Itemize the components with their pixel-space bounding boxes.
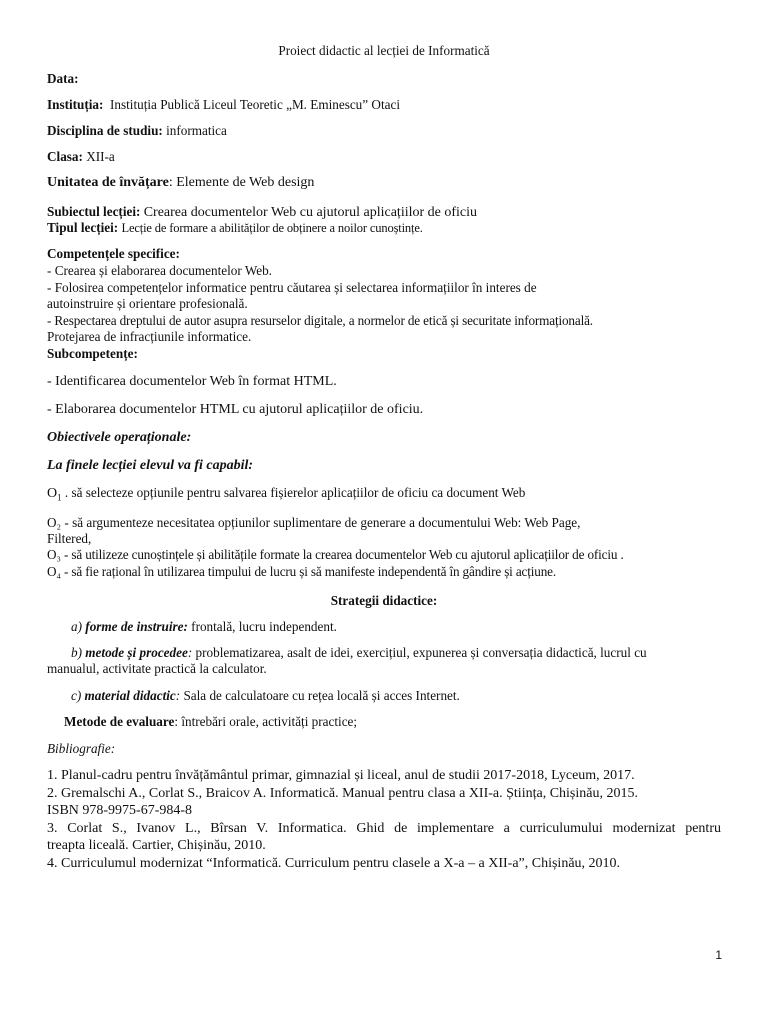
objective-o3: [47, 547, 624, 563]
tipul-field: [47, 220, 423, 236]
competente-line-2b: autoinstruire și orientare profesională.: [47, 296, 248, 311]
objective-o1: [47, 485, 525, 506]
competente-line-3b: Protejarea de infracțiunile informatice.: [47, 329, 252, 344]
tipul-label: Tipul lecției:: [47, 220, 119, 235]
o3-label: O₃: [47, 547, 61, 562]
strategy-c-text: Sala de calculatoare cu rețea locală și acces Internet.: [180, 688, 460, 703]
strategii-heading-text: Strategii didactice:: [330, 593, 438, 608]
o4-label: O₄: [47, 564, 61, 579]
tipul-value: Lecție de formare a abilităților de obținere a noilor cunoștințe.: [121, 221, 423, 235]
objective-o2-cont: Filtered,: [47, 531, 92, 546]
unitatea-field: [47, 175, 314, 191]
strategy-c-label: material didactic: [84, 688, 176, 703]
strategy-a: [71, 619, 337, 635]
bibliography-item-3b: treapta liceală. Cartier, Chișinău, 2010.: [47, 838, 266, 853]
unitatea-label: Unitatea de învățare: [47, 175, 169, 190]
subcompetente-heading-text: Subcompetențe:: [47, 346, 138, 361]
strategy-b-prefix: b): [71, 645, 86, 660]
o1-sub: 1: [57, 492, 62, 503]
disciplina-value: informatica: [166, 123, 227, 138]
bibliography-item-2b: ISBN 978-9975-67-984-8: [47, 803, 193, 818]
strategy-c-colon: :: [175, 688, 181, 703]
objective-o2: [47, 515, 580, 531]
obiective-heading: Obiectivele operaționale:: [47, 430, 192, 445]
obiective-intro: La finele lecției elevul va fi capabil:: [47, 458, 254, 473]
strategy-c-prefix: c): [71, 688, 85, 703]
bibliography-item-2a: 2. Gremalschi A., Corlat S., Braicov A. Informatică. Manual pentru clasa a XII-a. Știința, Chișinău, 2015.: [47, 786, 638, 801]
subcompetente-line-1: - Identificarea documentelor Web în format HTML.: [47, 374, 337, 389]
evaluare-text: : întrebări orale, activități practice;: [174, 714, 358, 729]
data-field: [47, 71, 79, 87]
strategy-b: [71, 645, 647, 661]
strategii-heading: [0, 593, 768, 609]
disciplina-label: Disciplina de studiu:: [47, 123, 163, 138]
objective-o4: [47, 564, 556, 580]
o4-text: - să fie rațional în utilizarea timpului de lucru și să manifeste independentă în gândire și acțiune.: [60, 564, 557, 579]
bibliography-item-1: 1. Planul-cadru pentru învățământul primar, gimnazial și liceal, anul de studii 2017-2018, Lyceum, 2017.: [47, 768, 635, 783]
clasa-label: Clasa:: [47, 149, 83, 164]
institutia-value: Instituția Publică Liceul Teoretic „M. Eminescu” Otaci: [110, 97, 400, 112]
page-number: 1: [715, 948, 722, 962]
strategy-c: [71, 688, 460, 704]
institutia-field: [47, 97, 400, 113]
strategy-b-text-a: problematizarea, asalt de idei, exercițiul, expunerea și conversația didactică, lucrul cu: [192, 645, 647, 660]
subcompetente-heading: [47, 346, 138, 362]
institutia-label: Instituția:: [47, 97, 104, 112]
unitatea-value: : Elemente de Web design: [168, 175, 315, 190]
competente-line-2a: - Folosirea competențelor informatice pentru căutarea și selectarea informațiilor în interes de: [47, 280, 537, 295]
strategy-b-label: metode și procedee: [85, 645, 188, 660]
strategy-a-label: forme de instruire:: [85, 619, 188, 634]
evaluare-label: Metode de evaluare: [64, 714, 175, 729]
bibliografie-heading: Bibliografie:: [47, 741, 116, 756]
competente-line-1: - Crearea și elaborarea documentelor Web.: [47, 263, 272, 278]
page-title: Proiect didactic al lecției de Informatică: [278, 43, 490, 58]
strategy-b-colon: :: [187, 645, 193, 660]
o2-label: O₂: [47, 515, 62, 530]
strategy-b-cont: manualul, activitate practică la calculator.: [47, 661, 267, 676]
bibliography-item-4: 4. Curriculumul modernizat “Informatică. Curriculum pentru clasele a X-a – a XII-a”, Chișinău, 2010.: [47, 856, 621, 871]
bibliography-item-3a: 3. Corlat S., Ivanov L., Bîrsan V. Informatica. Ghid de implementare a curriculumului modernizat pentru: [47, 821, 721, 836]
o2-text-a: - să argumenteze necesitatea opțiunilor suplimentare de generare a documentului Web: Web Page,: [61, 515, 581, 530]
o1-text: . să selecteze opțiunile pentru salvarea fișierelor aplicațiilor de oficiu ca document Web: [61, 485, 526, 500]
subcompetente-line-2: - Elaborarea documentelor HTML cu ajutorul aplicațiilor de oficiu.: [47, 402, 424, 417]
subiectul-value: Crearea documentelor Web cu ajutorul aplicațiilor de oficiu: [143, 205, 478, 220]
competente-line-3a: - Respectarea dreptului de autor asupra resurselor digitale, a normelor de etică și securitate informațională.: [47, 313, 593, 328]
competente-heading: [47, 246, 180, 262]
competente-heading-text: Competențele specifice:: [47, 246, 180, 261]
o1-label: O: [47, 486, 58, 501]
strategy-a-prefix: a): [71, 619, 86, 634]
clasa-field: [47, 149, 115, 165]
o3-text: - să utilizeze cunoștințele și abilitățile formate la crearea documentelor Web cu ajutorul aplicațiilor de oficiu .: [60, 547, 624, 562]
data-label: Data:: [47, 71, 79, 86]
disciplina-field: [47, 123, 227, 139]
clasa-value: XII-a: [86, 149, 115, 164]
subiectul-field: [47, 204, 477, 221]
strategy-a-text: frontală, lucru independent.: [187, 619, 337, 634]
evaluare-line: [64, 714, 357, 730]
subiectul-label: Subiectul lecției:: [47, 204, 141, 219]
